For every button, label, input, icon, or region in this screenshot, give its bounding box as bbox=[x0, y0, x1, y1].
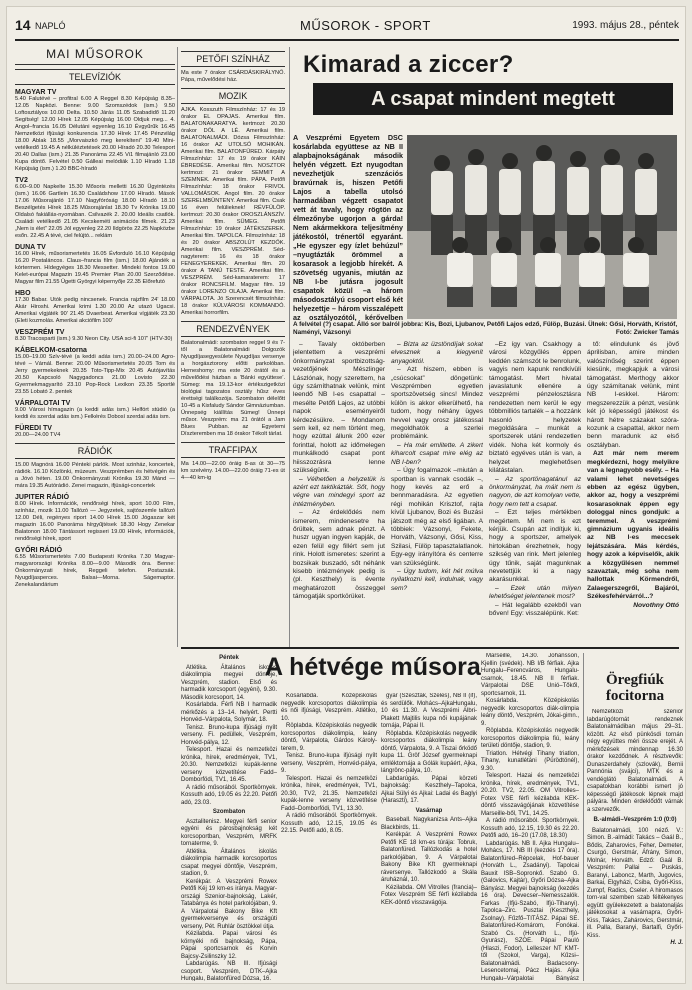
team-photo bbox=[407, 135, 677, 319]
channel-listing: 6.55 Műsorismertetés 7.00 Budapesti Krónika 7.30 Magyar-magyarországi Krónika 8.00—9.00 Második óra. Benne: Önkormányzati hírek, Reggeli telefon. Postazsák. Nyugdíjasperces. Balsai—Morna. Ságemaptor. Zenekalandárium bbox=[15, 554, 175, 588]
channel-listing: 15.00–19.00 Szív-tévé (a keddi adás ism.) 20.00–24.00 Agro-tévé – Várnál. Benne: 20.00 Műsorismertetés 20.05 Tom és Jerry gyermekeknek 20.35 Toto-Tipp-Mix 20.45 Autójavítás 20.50 Kapcsoló Nagygadoncs 21.00 Lovisto 22.30 Gyermekmagyarító 23.10 Pop-Rock Lexikon 23.35 Sportlé 23.55 Lobató 2. pentek bbox=[15, 354, 175, 395]
petofi-heading: PETŐFI SZÍNHÁZ bbox=[181, 51, 285, 67]
article-subheadline: A csapat mindent megtett bbox=[313, 83, 673, 115]
event-item: gyar (Szeszták, Szeles), NB II (if), és serdülők. Mohács–AjkaHungalu, 10 és 11.30. A Veszprémi Albri-Plakett Majtilis kupa női kupájának tornája, Pápai II. bbox=[381, 693, 477, 729]
tv-heading: TELEVÍZIÓK bbox=[15, 69, 175, 85]
event-item: Marseille, 14.30. Johansson, Kjellin (svédek). NB I/B férfiak. Ajka Hungalu–Ferencváros, Hungalu-csarnok, 18.45. NB II férfiak. Várpalotai DSE Unió–Tőkől, sportcsarnok, 11. bbox=[481, 653, 579, 697]
channel-name: TV2 bbox=[15, 177, 28, 184]
article-column bbox=[391, 341, 483, 641]
channel-listing: 16.00 Hírek, műsorismertetés 16.05 Évforduló 16.10 Képújság 16.20 Postaláncos. Claus–francia film (ism.) 18.00 Ajándék a kórtermen. Hídegyéges 18.30 Messetter. Mindeki fontos 19.00 Kelet-európai Magazin 19.45 Premier Plan 20.00 Szerződése. Magyar film 21.55 Ügetti Györgyi képernyője 22.35 Előrefutó bbox=[15, 251, 175, 285]
issue-date: 1993. május 28., péntek bbox=[572, 20, 679, 31]
channel-listing: 17.30 Babar. Utók pedig nincsenek. Francia rajzfilm 24' 18.00 Akár Hiroshi. Amerikai krimi 1.30 20.00 Az utazó Ugacsi. Amerikai vígjáték 90' 21.45 Dvaerbeat. Amerikai vígjáték 23.30 (Eleti kozmolás. Amerikai akciófilm 100' bbox=[15, 297, 175, 324]
traffipax-listing: Ma 14.00—22.00 óráig 8-as út 30—75 km szelvény. 14.00—22.00 óráig 71-es út 4—40 km-ig bbox=[181, 461, 285, 481]
event-item: Röplabda. Középiskolás negyedik korcsoportos diákolimpia, leány döntő, Várpalota, Gárdos Károly-terem, 9. bbox=[281, 723, 377, 752]
day-label: Péntek bbox=[219, 655, 239, 661]
article-paragraph: – Azt hiszem, ebben is „csúcsokat” döngetünk: Veszprémben egyetlen sportszövetség sincs! Mindez külön is akkor elkerülhető, ha tudom, hogy néhány ügyes hevvel vagy orosz játékossal megoldhatók a szerlei problémáink. bbox=[391, 366, 483, 441]
channel-name: VÁRPALOTAI TV bbox=[15, 400, 71, 407]
article-paragraph: – Úgy tudom, két hét múlva nyilatkozni kell, indulnak, vagy sem? bbox=[391, 567, 483, 592]
mini-article-author: H. J. bbox=[670, 940, 683, 946]
channel-listing: 8.00 Hírek. Információk, rendőrségi hírek, sport 10.00 Film, színház, mozik 11.00 Tallózó — Jegyzetek, sajtószemle tallózó 12.00 Déli, regényes riport 14.00 Hírek 15.00 Jógaszar két magazin 16.00 Panoráma hírgyűjtések 18.30 Hogy Zenekar Balatonon 18.00 Tántássort regisseri 19.00 Hírek, információk, rendőrségi hírek, sport bbox=[15, 501, 175, 542]
petofi-listing: Ma este 7 órakor CSÁRDÁSKIRÁLYNŐ. Pápa, művelődési ház. bbox=[181, 70, 285, 83]
paper-name: NAPLÓ bbox=[35, 21, 66, 31]
article-lead bbox=[293, 133, 403, 321]
article-paragraph: – Ezt teljes mértékben megértem. Mi nem is ezt kérjük. Csupán azt indítjuk ki, hogy a sportszer, amelyek hirtokában érezhetnek, hogy szikség van rink. Mert jelenleg úgy tűnik, saját magunknak nevetettjük ki a nagy akarásunkkal. bbox=[489, 509, 581, 584]
channel-listing: 5.40 Falutévé – profitral 6.00 A Reggel 8.30 Képújság 8.35–12.05 Napközi. Benne: 9.00 Szomszédok (ism.) 9.50 Loftosztályos 10.00 Delta. 10.50 Járás 11.05 Szabadidő 11.20 Segítség! 12.00 Hírek 12.05 Képújság 16.00 Oldjuk meg... 4. Angol–francia 16.05 Délutáni egyenleg 16.10 Évgyűrűk 16.45 Nemzetközi ifjúsági konkurencia 17.30 Hírek 17.45 Pénzvilág 18.00 Ablak 18.55 „Morvaiszkó meg kerekíteni” 19.40 Mini-vetélkedő 19.45 A nélküléztetések 20.00 Híradó 20.30 Telesport 20.40 Dallas (ism.) 21.35 Panoráma 22.45 Vi1 filmajánló 23.00 Kupa döntő. Felvétel 0.50 Gálleai melódiák 1.10 Híradó 1.18 Képújság (ism.) 1.20 BBC-híradó bbox=[15, 96, 175, 172]
radio-heading: RÁDIÓK bbox=[15, 443, 175, 459]
event-item: Kosárlabda. Középiskolás negyedik korcsoportos diák-olimpia leány döntő, Veszprém, Jókai-gimn., 9. bbox=[481, 698, 579, 727]
event-item: Telesport. Hazai és nemzetközi krónika, hírek, eredmények, TV1, 20.30, TV2, 21.35. Nemzetközi kupák-lenne verseny közvetítése Fadd–Domborfödi, TV1, 13.30. bbox=[281, 775, 377, 812]
article-column bbox=[489, 341, 581, 641]
article-paragraph: – Ezek után milyen lehetőséget jelentenek most? bbox=[489, 584, 581, 601]
event-item: Kerékpár. A Veszprémi Rowex Petőfi Kéj 19 km-es iránya. Magyar-országi Szenior-bajnokság, Lakér, Tatabánya és hotel parkolójában, 9. A Várpalotai Bakony Bike Kft gyermekversenye és országúti verseny, Pét. Ruhlár ösztökkel útja. bbox=[181, 878, 277, 930]
day-label: Vasárnap bbox=[415, 807, 443, 814]
cinema-heading: MOZIK bbox=[181, 88, 285, 104]
photo-credit: Fotó: Zwicker Tamás bbox=[615, 329, 679, 336]
article-paragraph: – Bízta az üzstöndíjak sokat elvesznek a kiegyenít anyagoktól. bbox=[391, 341, 483, 365]
column-divider bbox=[289, 47, 290, 647]
article-headline: Kimarad a ziccer? bbox=[303, 51, 514, 78]
section-rule bbox=[181, 647, 679, 649]
event-item: A rádió műsorából. Sportkörnyek. Kossuth adó, 12.15, 19.05 és 22.15. Petőfi adó, 8.05. bbox=[281, 813, 377, 834]
event-item: Atlétika. Általános iskolás diákolimpia megyei döntője, Veszprém, stadion. Első és harmadik korcsoport (egyéni), 9.30. Második korcsoport, 14. bbox=[181, 664, 277, 701]
event-item: Telesport. Hazai és nemzetközi krónika, hírek, eredmények, TV1, 20.30. Nemzetközi kupák-lenne verseny közvetítése Fadd–Domborfödi, TV1, 16.45. bbox=[181, 747, 277, 783]
channel-name: VESZPRÉM TV bbox=[15, 329, 65, 336]
event-item: Labdarúgás. NB III. Ifjúsági csoport. Veszprém, DTK–Ajka Hungalu, Balatonfüred Dózsa, 16. bbox=[181, 961, 277, 981]
event-item: Telesport. Hazai és nemzetközi krónika, hírek, eredmények, TV1, 20.20. TV2, 22.05. OM Vitrolles–Fotex VSE férfi kézilabda KEK-döntő visszavágójának közvetítése Marseille-ből, TV1, 14.25. bbox=[481, 773, 579, 817]
section-title: MŰSOROK - SPORT bbox=[300, 18, 431, 33]
weekend-title: A hétvége műsora bbox=[265, 653, 481, 681]
cinema-listing: AJKA. Kosszuth Filmszínház: 17 és 19 órakor EL OPAJAS. Amerikai film. BALATONAKARATYA. kertmozi: 20.30 órakor DÖL A LÉ. Amerikai film. BALATONALMÁDI. Dózsa Filmszínház: 16 órakor AZ UTOLSÓ MOHIKÁN. Amerikai film. BALATONFŰRED. Kárpáty Filmszínház: 17 és 19 órakor KÁIN ÉBREDÉSE. Amerikai film. NOSZTOR kertmozi: 21 órakor SEMMIT A SZEMNEK. Amerikai film. PÁPA. Petőfi Filmszínház: 18 órakor FRIVOL VALLOMÁSOK. Angol film. 20 órakor SZERELMBÜNTENY. Amerikai film. Csak 16 éven felülieknek! RÉVFÜLÖP. kertmozi: 20.30 órakor OROSZLÁNSZÍV. Amerikai film. SÜMEG. Petőfi Filmszínház: 19 órakor JÁTÉKSZEREK. Amerikai film. TAPOLCA. Filmszínház: 18 és 20 órakor ABSZOLÚT KEZDŐK. Amerikai film. VESZPRÉM. Séd-nagyterem: 16 és 18 órakor FENEGYEREKEK. Amerikai film. 20 órakor A TANÚ TESTE. Amerikai film. VESZPRÉM. Séd-kamaraterem: 17 órakor RONCSFILM. Magyar film. 19 órakor LORENZO OLAJA. Amerikai film. VÁRPALOTA. Jó Szerencsét filmszínház: 18 órakor KÜLVÁROSI KOMMANDÓ. Amerikai horrorfilm. bbox=[181, 107, 285, 316]
match-report: Balatonalmádi, 100 néző. V.: Simon. B.-almádi: Takács – Gaál B., Bődis, Zaharovics, Feher, Demeter, Csurgó, Gerstmár, Áfrány, Simon, Molnár, Horváth. Edző: Gaál B. Veszprém: Pallai – Puskás, Baranyi, Laboncz, Marth, Jugovics, Barkai, Elgyházi, Csiba, Győri-Kiss, Zumpf, Radics, Cseler. A hiromasos torn-val szemben szab féltékenyes együtt gyülekezetett a balatonaljás játékosokat a vasárnapra, Győri-Kiss, Takács, Zahárovics, Gerstmár, ill. Palla, Baranyi, Bartalfi, Győri-Kiss. bbox=[587, 827, 683, 939]
event-item: A rádió műsorából. Sportkörnyek. Kossuth adó, 12.15, 19.30 és 22.20. Petőfi adó, 16–20 (17.08, 18.30) bbox=[481, 818, 579, 839]
programs-title: MAI MŰSOROK bbox=[15, 47, 175, 65]
match-title: B.-almádi–Veszprém 1:0 (0:0) bbox=[593, 817, 677, 823]
article-paragraph: Azt már nem merem megkérdezni, hogy melyikre van a legnagyobb esély. – Ha valami lehet nevetséges ebben az egész ügyben, akkor az, hogy a veszprémi kosarasoknak éppen egy dologgal nincs gondjuk: a teremmel. A veszprémi gimnázium ugyanis ideális az NB I-es meccsek lejátszására. Más kérdés, hogy azok a képviselők, akik a közgyűlésen nemmel szavaztak, még soha nem hallottak Körmendről, Zalaegerszegről, Bajáról, Székesfehérvárról...? bbox=[587, 450, 679, 601]
event-item: Asztalitenisz. Megyei férfi senior egyéni és párosbajnokság két korcsoportban, Veszprém, MRFK tornaterme, 9. bbox=[181, 818, 277, 847]
event-item: Labdarúgás. Pápai körzeti bajnokság: Keszthely–Tapolca, Ajkai Sülyi és Ajkai: Ladai és Baglyi (Haraszti), 17. bbox=[381, 775, 477, 804]
mini-article-body bbox=[587, 709, 683, 981]
masthead bbox=[15, 17, 679, 41]
channel-name: DUNA TV bbox=[15, 244, 46, 251]
weekend-column bbox=[481, 653, 579, 981]
event-item: Kosárlabda. Középiskolás negyedik korcsoportos diákolimpia és női ifjúsági, Veszprém. Atlétiko, 10. bbox=[281, 693, 377, 722]
article-author: Novothny Ottó bbox=[633, 601, 679, 609]
mini-article-title: Öregfiúk focitorna bbox=[605, 672, 665, 704]
event-item: A rádió műsorából. Sportkörnyek. Kossuth adó, 19.05 és 22.20. Petőfi adó, 23.03. bbox=[181, 784, 277, 806]
channel-listing: 9.00 Városi hímagazin (a keddi adás ism.) Helfórt stúdió (a keddi és szerdai adás ism.) Felkérés Dobosí szerdai adás ism. bbox=[15, 407, 175, 420]
channel-name: MAGYAR TV bbox=[15, 89, 57, 96]
article-paragraph: – Az érdeklődés nem ismerem, mindenesetre ha őrültek, sem adnak pénzt. A huszr ugyan ingyen kapják, de ezen felül egy fillért sem jut rink. Holott ismeretes: szerint a bozsikak buszadó, sőt néhánk kisebb intézmények pedig is (pl. Keszthely) is évente meghatározott összeggel támogatják sportkörüket. bbox=[293, 509, 385, 601]
weekend-column bbox=[281, 693, 377, 981]
page-number: 14 bbox=[15, 17, 31, 33]
event-item: Labdarúgás. NB II. Ajka Hungalu–Mohács, 17. NB III (kezdés 17 óra). Balatonfüred–Répcelak, Hof-bauer (Horváth L., Zsadányi). Tapolcai Bauxit ISB–Sopronkő. Szabó G. (Galovics, Kajtár), Győri Dózsa–Ajka Bányász. Megyei bajnokság (kezdés 16 óra). Devecser–Nemesszalók. Farkas (Ifjú-Szabó, Ifjú-Tihanyi). Tapolca–Zirc. Pusztai (Keszthely, Zsolnay). Fűzfő–TITÁSZ. Pápai SE. Balatonfüred-Komárom, Fonókai. Szabó Cs. (Horváth L., Ifjú-Gyurász), SZOE. Pápai Pauló (Hlaszi, Fodor), Lelleszer NT KMT-től (Szokol, Varga), Kűzsi–Balatonalmádi. Badacsony-Lesencetomaj, Pácz Hajás. Ajka Hungalu–Várpalotai Bányász bbox=[481, 840, 579, 981]
event-item: Tenisz. Bruno-kupa ifjúsági nyílt verseny, Veszprém, Honvéd-pálya, 9. bbox=[281, 753, 377, 774]
caption-text: A felvétel (?) csapat. Álló sor balról jobbra: Kis, Bozi, Ljubanov, Petőfi Lajos edző, Fülöp, Buzási. Ülnek: Gősi, Horváth, Kristóf, Naményi, Vázsonyi bbox=[293, 321, 678, 336]
programs-column-2 bbox=[181, 47, 285, 647]
column-divider bbox=[583, 653, 584, 981]
channel-name: FÜREDI TV bbox=[15, 425, 52, 432]
channel-listing: 6.00–9.00 Napkelte 15.30 Mősoris melletti 16.30 Ügyintézés (ism.) 16.06 Gartlein 16.30 Családshow 17.00 Híradó. Mások 17.06 Műsorajánló 17.10 Nagyfóróság 18.00 Híradó 18.10 Beszélgetés Hírek 18.25 Műsorajánlat 18.30 Tv Krónika 19.00 Oldalsó fakiállás-nyomában. Csilvazék 2. 20.00 Ideális csatlók. Családi vetélkedő 21.05 Kecskeméti animációs filmek. 21.23 „Nem is élet” 22.05 Jól egyenleg 22.20 Ildgörös 22.25 Napközbe esőn. 22.45 A tévé, ciel felújtó... reklám bbox=[15, 184, 175, 239]
channel-listing: 8.30 Tracosparti (ism.) 9.30 Neon City. USA sci-fi 107' (HTV-30) bbox=[15, 336, 173, 342]
event-item: Baseball. Nagykanizsa Ants–Ajka Blackbirds, 11. bbox=[381, 817, 477, 831]
event-item: Röplabda. Középiskolás negyedik korcsoportos diákolimpia leány döntő, Várpalota, 9. A Tiszai őrködő kupa 11. Gröf József gyermeknapi emléktornája a Gólák kupáért, Ajka, lángrönc-pálya, 10. bbox=[381, 730, 477, 774]
photo-caption bbox=[293, 321, 679, 337]
channel-name: HBO bbox=[15, 290, 31, 297]
article-paragraph: – Az sportönagatánul az önkormányzat, ha máit nem is nagyon, de azt komolyan vette, hogy nem tett a csapat. bbox=[489, 475, 581, 508]
channel-name: JUPITER RÁDIÓ bbox=[15, 494, 70, 501]
channel-name: GYŐRI RÁDIÓ bbox=[15, 547, 63, 554]
article-paragraph: –Ez így van. Csakhogy a városi közgyűlés éppen keddén számszót le benrolunk, vagyis nem kapunk rendkívüli támogatást. Mert hivatal javaslatunk ellenére a veszprémi pénzelosztásra rendezetten nem kerül le egy többmilliós tartalék – a hozzánk hasonló helyzetek megoldására – munkát a sportszerek utáni rendezetlen vidék. Noha két kormoly és biztató egyéves után is van, a helyzet meglehetősen kilátástalan. bbox=[489, 341, 581, 475]
column-divider bbox=[177, 47, 178, 647]
channel-name: KÁBELKOM-csatorna bbox=[15, 347, 87, 354]
event-item: Kerékpár. A Veszprémi Rowex Petőfi KE 18 km-es túrája: Tobruk, Balatonfüred. Tallózkodás a hotel parkolójában, 9. A Várpalotai Bakony Bike Kft gyermeknapi ráversenye. Tallózkodó a Skála áruháznál, 10. bbox=[381, 832, 477, 883]
weekend-column bbox=[181, 653, 277, 981]
event-item: Triatlon. Hétvégi Tihany triatlon, Tihany, kunatlétáni (Pürödtönél), 9.30. bbox=[481, 750, 579, 772]
article-paragraph: – Úgy fogalmazok –miután a sportban is vannak csodák –, hogy kevés az erő a bennmaradásra. Az egyetlen régi mohikán Krisztof, rajta kívül Ljubanov, Bozi és Buzási játszott még az első ligában. A többiek: Vázsonyi, Fekete, Horváth, Vázsonyi, Gősi, Kiss, Szilasi, Fülöp tapasztalatlanok. Egy-egy irányítóra és centerre van szükségünk. bbox=[391, 467, 483, 567]
event-item: Röplabda. Középiskolás negyedik korcsoportos diákolimpia fiú, leány területi döntője, stadion, 9. bbox=[481, 728, 579, 749]
article-column bbox=[293, 341, 385, 641]
article-paragraph: – Tavaly októberben jelentettem a veszprémi önkormányzat sportbizottság-vezetőjének Mészlinger Lászlónak, hogy szerettem, ha úgy számíthatnak velünk, mint leendő NB I-es csapattal –mesélte Petőfi Lajos, az utóbbi napok eseményeiről kérdezésükre. – Mondanom sem kell, ez nem történt meg, hogy ezúttal állunk 200 ezer forinttal, holott az időmelegen munkálkodó csapat pont hiisszozrásra lenne szükségünk. bbox=[293, 341, 385, 475]
article-paragraph: – Vélhetően a helyzetük is azért ezt taktikázták. Sőt, hogy végre van mindegyi sport az intézményben. bbox=[293, 475, 385, 508]
newspaper-page bbox=[6, 6, 686, 984]
article-paragraph: – Ha már emlitette. A zikert kiharcolt csapat mire elég az NB I-ben? bbox=[391, 441, 483, 466]
weekend-column bbox=[381, 693, 477, 981]
channel-listing: 20.00—24.00 TV4 bbox=[15, 432, 61, 438]
event-item: Kézilabda. Papai városi és környéki női bajnokság, Pápa, Pápai sportcsarnok és Korvin Bajcsy-Zsilinszky 12. bbox=[181, 931, 277, 960]
lead-paragraph: A Veszprémi Egyetem DSC kosárlabda együttese az NB II alapbajnokságának második helyén végzett. Ezt nyugodtan nevezhetjük szenzációs bravúrnak is, hiszen Petőfi Lajos a tabella utolsó harmadában végzett csapatot vett át tavaly, hogy rögtön az élmezőnybe ugorjon a gárda! Nem akármekkora teljesítmény játékostól, trénertől egyaránt. „He egyszer egy ízlet behúzul” –nyugtázták örömmel a kosarasok a legjobb hírekét. A szövetség ugyanis, miután az NB I-be jutásra jogosult csapatok közül –a három másodosztályú csoport első két helyezettje – három visszalépett az osztályozótól, kérővelben bbox=[293, 133, 403, 321]
article-paragraph: – Hát legalább ezekből van bőven! Egy: visszalépünk. Ket: bbox=[489, 601, 581, 617]
event-item: Kosárlabda. Férfi NB I harmadik mérkőzés a 13–14. helyért. Pertti Honvéd–Várpalota, Solymár, 18. bbox=[181, 702, 277, 723]
day-label: Szombaton bbox=[212, 809, 246, 815]
event-item: Tenisz. Bruno-kupa ifjúsági nyílt verseny. Fi. pedüllek, Veszprém, Honvéd-pálya, 12. bbox=[181, 724, 277, 746]
event-item: Atlétika. Általános iskolás diákolimpia harmadik korcsoportos csapat megyei döntője, Veszprém, stadion, 9. bbox=[181, 848, 277, 877]
mini-article-paragraph: Nemzetközi szenior labdarúgótornát rendeznek Balatonalmádiban május 29–31. között. Az első pünkösdi tornán négy együttes méri össze erejét. A mérkőzések mindennap 16.30 órakor kezdődnek. A résztvevők: Dunaszerdahely (szlovák), Bernii Pannónia (svájci), MTK és a vendéglátó Balatonalmádi. A csapatokban korábbi ismert jó képességű játékosok lépnek majd pályára. Minden érdeklődőt várnak a szervezők. bbox=[587, 709, 683, 813]
traffipax-heading: TRAFFIPAX bbox=[181, 442, 285, 458]
event-item: Kézilabda. OM Vitrolles (francia)–Fotex Veszprém SE férfi kézilabda KEK-döntő visszavágója. bbox=[381, 884, 477, 906]
article-column bbox=[587, 341, 679, 641]
events-heading: RENDEZVÉNYEK bbox=[181, 321, 285, 337]
programs-column bbox=[15, 47, 175, 977]
radio-listing: 15.00 Magnórá 16.00 Pénteki párlók. Most szinház, koncertek, rádiók. 16.10 Közlönki, múzeum. Veszprémben és hétvégén és a Jóvó héten. 19.00 Önkormányzati Krónika 19.30 Mánd — mára 19.35 Autórádió. Zenei magazin, ifjúsági-concertek bbox=[15, 462, 175, 489]
events-listing: Balatonalmádi: szombaton reggel 9 és 7-től a Balatonalmádi Dolgozók Nyugdíjasegyesülete Nyugdíjas versenye a horgásztorony előtti parkolóban. Herneshomy: ma este 20 órától és a művelődési házban a ‘Bánki együttese’. Sümeg: ma 19.13-kor értékszigetközi biológiai tagozatos osztály hűsz éves érettségi találkozója. Szombaton délelőtt 10-45 a Kisfaludy Sándor Gimnáziumban. Ünnepség kiállítás Sümeg! Ünnepi műsor. Veszprém: ma 21 órától a Jam Blues Pubban. az Egyetemi Díszteremben ma 18 órakor Tékolt tárlat. bbox=[181, 340, 285, 437]
article-paragraph: tő: elindulunk és jövő áprilisban, amire minden valószínűség szerint éppen kiesünk, megkapjuk a városi támogatást. Merthogy akkor úgy számítanak velünk, mint NB I-eskkel. Három: megszerezzük a pénzt, vesünk két jó képességű játékost és hárott hétre százakat szóra-kozunk a csapattal, akkor nem benn maradunk az első osztályban. bbox=[587, 341, 679, 449]
